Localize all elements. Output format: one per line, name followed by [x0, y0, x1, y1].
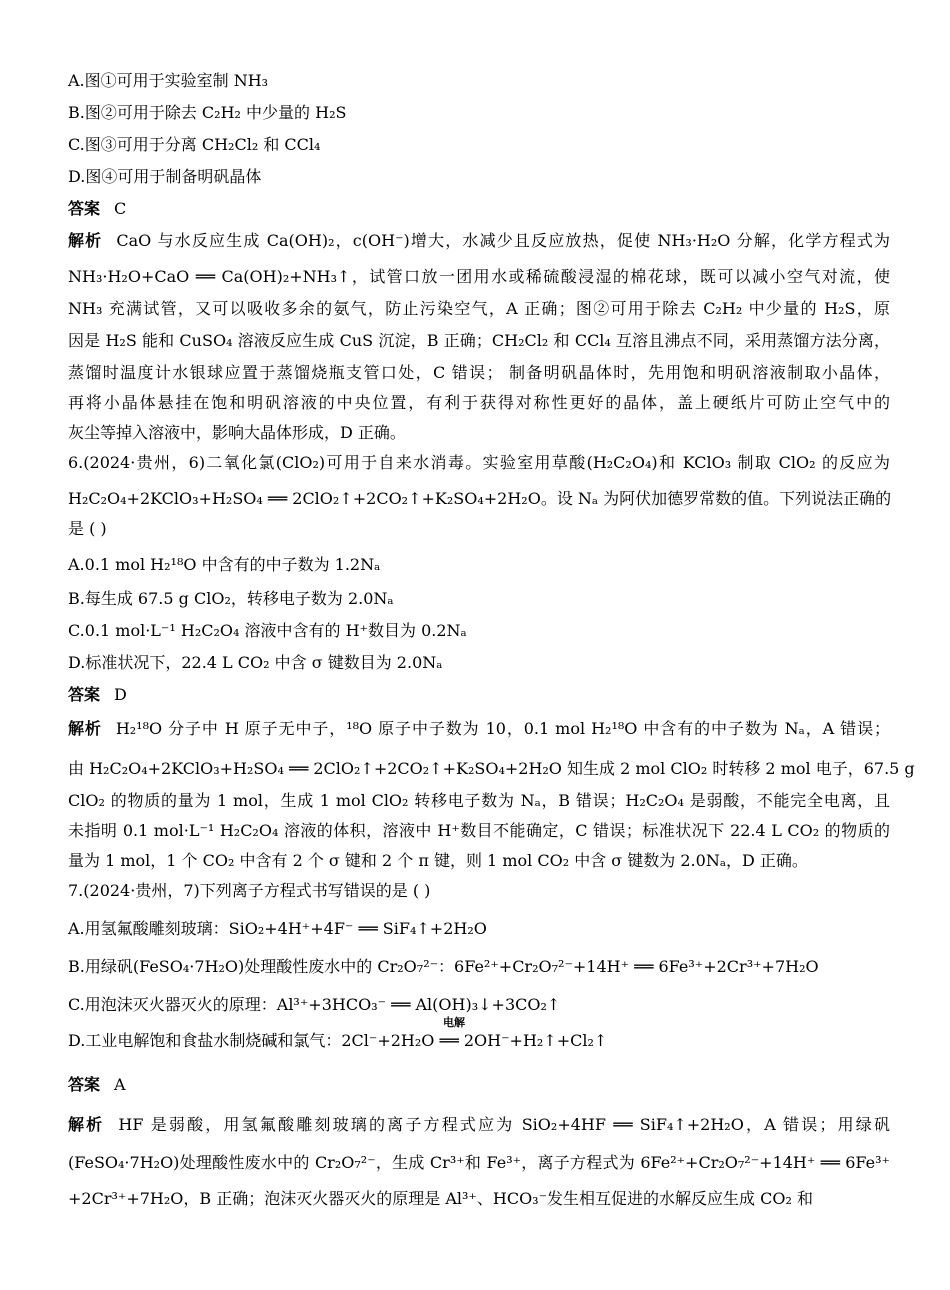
text-line [68, 134, 320, 156]
line-text: 再将小晶体悬挂在饱和明矾溶液的中央位置，有利于获得对称性更好的晶体，盖上硬纸片可防止空气中的 [68, 393, 890, 412]
text-line [68, 298, 890, 320]
text-line [68, 956, 819, 978]
text-line [68, 790, 890, 812]
line-text: B.图②可用于除去 C₂H₂ 中少量的 H₂S [68, 103, 347, 122]
line-text: H₂C₂O₄+2KClO₃+H₂SO₄ ══ 2ClO₂↑+2CO₂↑+K₂SO₄+2H₂O。设 Nₐ 为阿伏加德罗常数的值。下列说法正确的 [68, 489, 892, 508]
text-line [68, 488, 890, 510]
line-text: NH₃ 充满试管，又可以吸收多余的氨气，防止污染空气，A 正确；图②可用于除去 C₂H₂ 中少量的 H₂S，原 [68, 299, 890, 318]
answer-label: 答案 [68, 199, 101, 218]
line-text: H₂¹⁸O 分子中 H 原子无中子，¹⁸O 原子中子数为 10，0.1 mol H₂¹⁸O 中含有的中子数为 Nₐ，A 错误； [115, 719, 890, 738]
text-line [68, 684, 127, 706]
answer-label: 解析 [68, 719, 102, 738]
line-text: CaO 与水反应生成 Ca(OH)₂，c(OH⁻)增大，水减少且反应放热，促使 NH₃·H₂O 分解，化学方程式为 [116, 231, 890, 250]
text-line [68, 198, 126, 220]
line-text: (FeSO₄·7H₂O)处理酸性废水中的 Cr₂O₇²⁻，生成 Cr³⁺和 Fe³⁺，离子方程式为 6Fe²⁺+Cr₂O₇²⁻+14H⁺ ══ 6Fe³⁺ [68, 1153, 890, 1172]
line-text: 量为 1 mol，1 个 CO₂ 中含有 2 个 σ 键和 2 个 π 键，则 1 mol CO₂ 中含 σ 键数为 2.0Nₐ，D 正确。 [68, 851, 808, 870]
line-text: D.标准状况下，22.4 L CO₂ 中含 σ 键数目为 2.0Nₐ [68, 653, 443, 672]
line-text: A.0.1 mol H₂¹⁸O 中含有的中子数为 1.2Nₐ [68, 555, 381, 574]
text-line [68, 102, 346, 124]
text-line [68, 266, 890, 288]
line-text: 蒸馏时温度计水银球应置于蒸馏烧瓶支管口处，C 错误； 制备明矾晶体时，先用饱和明矾溶液制取小晶体， [68, 363, 890, 382]
line-text: 7.(2024·贵州，7)下列离子方程式书写错误的是 ( ) [68, 881, 431, 900]
text-line [68, 850, 808, 872]
text-line [68, 362, 890, 384]
line-text: 6.(2024·贵州，6)二氧化氯(ClO₂)可用于自来水消毒。实验室用草酸(H₂C₂O₄)和 KClO₃ 制取 ClO₂ 的反应为 [68, 453, 890, 472]
line-text: ClO₂ 的物质的量为 1 mol，生成 1 mol ClO₂ 转移电子数为 Nₐ，B 错误；H₂C₂O₄ 是弱酸，不能完全电离，且 [68, 791, 890, 810]
text-line [68, 330, 890, 352]
line-text: A [114, 1075, 126, 1094]
text-line [68, 1074, 126, 1096]
line-text: 灰尘等掉入溶液中，影响大晶体形成，D 正确。 [68, 423, 406, 442]
line-text: +2Cr³⁺+7H₂O，B 正确；泡沫灭火器灭火的原理是 Al³⁺、HCO₃⁻发生相互促进的水解反应生成 CO₂ 和 [68, 1189, 813, 1208]
line-text: B.用绿矾(FeSO₄·7H₂O)处理酸性废水中的 Cr₂O₇²⁻：6Fe²⁺+Cr₂O₇²⁻+14H⁺ ══ 6Fe³⁺+2Cr³⁺+7H₂O [68, 957, 819, 976]
text-line [68, 422, 406, 444]
text-line [68, 1152, 890, 1174]
text-line [68, 230, 890, 252]
text-line [68, 392, 890, 414]
text-line [68, 758, 915, 780]
line-text: C.用泡沫灭火器灭火的原理：Al³⁺+3HCO₃⁻ ══ Al(OH)₃↓+3CO₂↑ [68, 995, 561, 1014]
line-text: C.0.1 mol·L⁻¹ H₂C₂O₄ 溶液中含有的 H⁺数目为 0.2Nₐ [68, 621, 467, 640]
text-line [68, 1114, 890, 1136]
answer-label: 解析 [68, 1115, 105, 1134]
line-text: 因是 H₂S 能和 CuSO₄ 溶液反应生成 CuS 沉淀，B 正确；CH₂Cl₂ 和 CCl₄ 互溶且沸点不同，采用蒸馏方法分离， [68, 331, 890, 350]
line-text: B.每生成 67.5 g ClO₂，转移电子数为 2.0Nₐ [68, 589, 394, 608]
text-line [68, 554, 380, 576]
answer-label: 解析 [68, 231, 103, 250]
text-line [68, 518, 107, 540]
text-line [68, 588, 394, 610]
line-text: 是 ( ) [68, 519, 107, 538]
text-line [68, 620, 467, 642]
text-line [68, 652, 442, 674]
text-line [68, 452, 890, 474]
text-line [68, 718, 890, 740]
line-text: 由 H₂C₂O₄+2KClO₃+H₂SO₄ ══ 2ClO₂↑+2CO₂↑+K₂SO₄+2H₂O 知生成 2 mol ClO₂ 时转移 2 mol 电子，67.5 g [68, 759, 915, 778]
line-text: 未指明 0.1 mol·L⁻¹ H₂C₂O₄ 溶液的体积，溶液中 H⁺数目不能确定，C 错误；标准状况下 22.4 L CO₂ 的物质的 [68, 821, 890, 840]
line-text: A.用氢氟酸雕刻玻璃：SiO₂+4H⁺+4F⁻ ══ SiF₄↑+2H₂O [68, 919, 487, 938]
line-text: D.工业电解饱和食盐水制烧碱和氯气：2Cl⁻+2H₂O ══ 2OH⁻+H₂↑+Cl₂↑ [68, 1031, 608, 1050]
answer-label: 答案 [68, 685, 101, 704]
condition-note: 电解 [443, 1016, 465, 1029]
line-text: A.图①可用于实验室制 NH₃ [68, 71, 269, 90]
text-line [68, 880, 430, 902]
line-text: NH₃·H₂O+CaO ══ Ca(OH)₂+NH₃↑，试管口放一团用水或稀硫酸浸湿的棉花球，既可以减小空气对流，使 [68, 267, 890, 286]
text-line [68, 1016, 608, 1052]
text-line [68, 918, 487, 940]
text-line [68, 166, 261, 188]
text-line [68, 820, 890, 842]
text-line [68, 994, 560, 1016]
text-line [68, 70, 268, 92]
answer-label: 答案 [68, 1075, 101, 1094]
line-text: D [114, 685, 127, 704]
line-text: HF 是弱酸，用氢氟酸雕刻玻璃的离子方程式应为 SiO₂+4HF ══ SiF₄↑+2H₂O，A 错误；用绿矾 [118, 1115, 890, 1134]
line-text: C.图③可用于分离 CH₂Cl₂ 和 CCl₄ [68, 135, 321, 154]
line-text: D.图④可用于制备明矾晶体 [68, 167, 262, 186]
line-text: C [114, 199, 127, 218]
text-line [68, 1188, 813, 1210]
